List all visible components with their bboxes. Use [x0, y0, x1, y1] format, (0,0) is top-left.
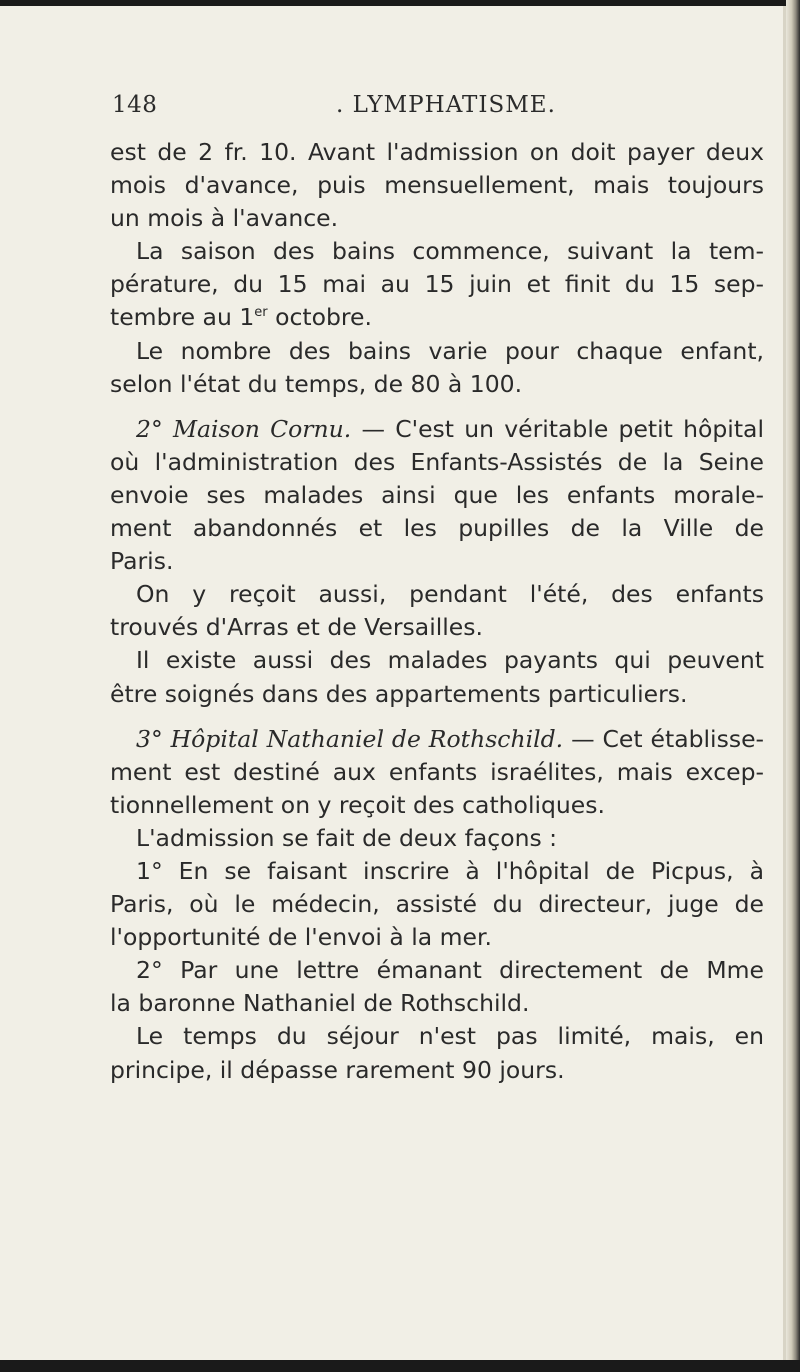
text-run: — Cet établisse- [563, 724, 765, 753]
section-title: 3° Hôpital Nathaniel de Rothschild. [136, 724, 564, 753]
text-line: 1° En se faisant inscrire à l'hôpital de Picpus, à [136, 856, 764, 885]
body-text [110, 136, 764, 1087]
page-edge-shadow [786, 0, 800, 1372]
text-line: ment abandonnés et les pupilles de la Ville de [110, 514, 764, 543]
text-line: 2° Par une lettre émanant directement de Mme [136, 956, 764, 985]
text-line: principe, il dépasse rarement 90 jours. [110, 1055, 565, 1084]
text-line: l'opportunité de l'envoi à la mer. [110, 923, 492, 952]
section-title: 2° Maison Cornu. [136, 414, 352, 443]
section-heading-line [110, 413, 764, 446]
text-line: mois d'avance, puis mensuellement, mais toujours [110, 171, 764, 200]
text-run: — C'est un véritable petit hôpital [351, 414, 764, 443]
text-line: Il existe aussi des malades payants qui peuvent [136, 646, 764, 675]
running-title: . LYMPHATISME. [336, 92, 556, 118]
text-line: un mois à l'avance. [110, 204, 339, 233]
text-line: est de 2 fr. 10. Avant l'admission on doit payer deux [110, 138, 764, 166]
text-line: tionnellement on y reçoit des catholiques. [110, 790, 605, 819]
text-line: être soignés dans des appartements particuliers. [110, 679, 688, 708]
section-heading-line [110, 723, 764, 756]
text-line: La saison des bains commence, suivant la tem- [136, 237, 764, 266]
bottom-border [0, 1360, 800, 1372]
text-line: trouvés d'Arras et de Versailles. [110, 613, 483, 642]
text-line: Paris, où le médecin, assisté du directeur, juge de [110, 890, 764, 919]
text-line: envoie ses malades ainsi que les enfants morale- [110, 480, 764, 509]
text-line: Paris. [110, 547, 174, 576]
text-line: ment est destiné aux enfants israélites, mais excep- [110, 757, 764, 786]
text-line-with-superscript: tembre au 1er octobre. [110, 303, 372, 332]
ordinal-superscript: er [254, 305, 268, 321]
text-line: pérature, du 15 mai au 15 juin et finit du 15 sep- [110, 270, 764, 299]
text-line: Le nombre des bains varie pour chaque enfant, [136, 336, 764, 365]
text-line: L'admission se fait de deux façons : [136, 823, 558, 852]
text-line: où l'administration des Enfants-Assistés de la Seine [110, 447, 764, 476]
text-line: la baronne Nathaniel de Rothschild. [110, 989, 530, 1018]
text-line: On y reçoit aussi, pendant l'été, des enfants [136, 580, 764, 609]
running-head [112, 92, 762, 122]
book-page [0, 6, 786, 1360]
text-line: Le temps du séjour n'est pas limité, mais, en [136, 1022, 764, 1051]
text-line: selon l'état du temps, de 80 à 100. [110, 369, 523, 398]
page-number: 148 [112, 92, 158, 118]
